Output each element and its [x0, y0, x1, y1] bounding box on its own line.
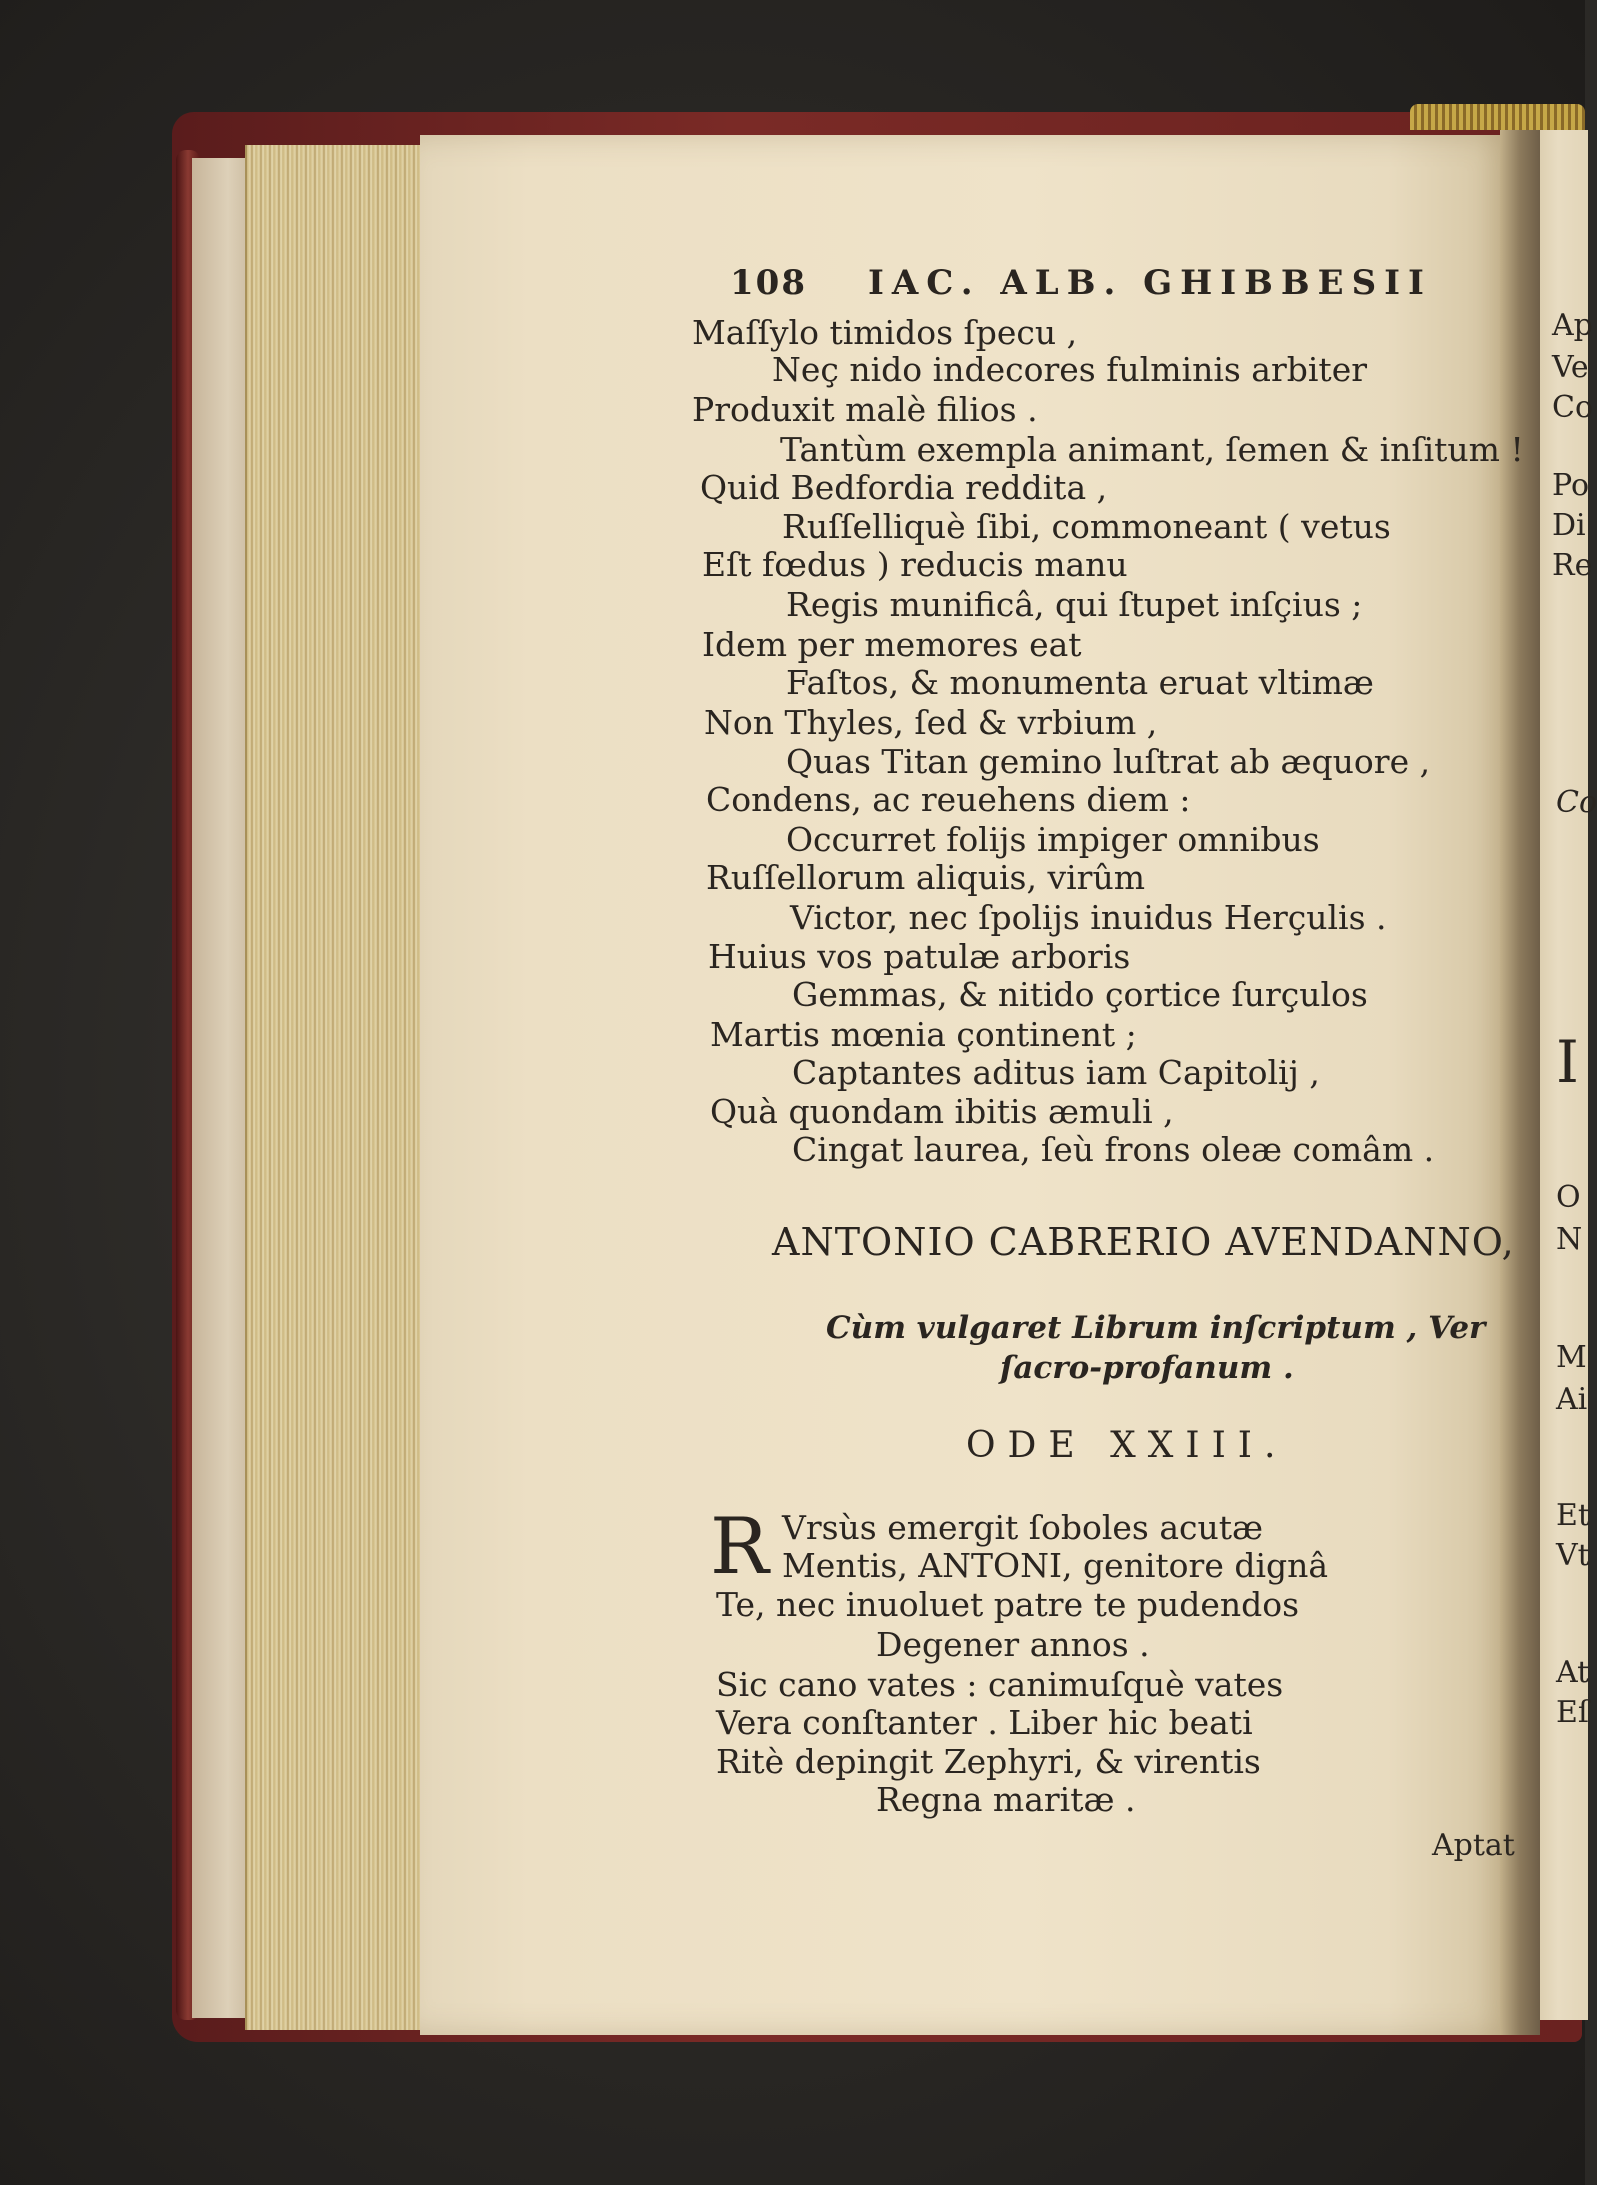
ode-line: Degener annos .: [876, 1625, 1150, 1664]
facing-fragment: Co: [1556, 785, 1597, 820]
facing-fragment: Ve: [1552, 350, 1589, 385]
ode-line: Sic cano vates : canimuſquè vates: [716, 1665, 1284, 1704]
facing-fragment: Co: [1552, 390, 1594, 425]
page-number: 108: [730, 263, 807, 303]
facing-fragment: Re: [1552, 548, 1593, 583]
verse-line: Regis munificâ, qui ſtupet inſçius ;: [786, 585, 1363, 624]
running-title: IAC. ALB. GHIBBESII: [868, 263, 1432, 303]
verse-line: Quà quondam ibitis æmuli ,: [710, 1092, 1174, 1131]
facing-fragment: Ai: [1556, 1382, 1588, 1417]
verse-line: Occurret folijs impiger omnibus: [786, 820, 1320, 859]
verse-line: Ruſſelliquè ſibi, commoneant ( vetus: [782, 507, 1391, 546]
verse-line: Cingat laurea, ſeù frons oleæ comâm .: [792, 1130, 1435, 1169]
verse-line: Gemmas, & nitido çortice ſurçulos: [792, 975, 1368, 1014]
verse-line: Martis mœnia çontinent ;: [710, 1015, 1137, 1054]
verse-line: Victor, nec ſpolijs inuidus Herçulis .: [790, 898, 1387, 937]
facing-fragment: Vt: [1556, 1538, 1590, 1573]
verse-line: Eſt fœdus ) reducis manu: [702, 545, 1128, 584]
ode-line: Ritè depingit Zephyri, & virentis: [716, 1742, 1261, 1781]
verse-line: Maſſylo timidos ſpecu ,: [692, 313, 1078, 352]
dedication-heading: ANTONIO CABRERIO AVENDANNO,: [772, 1220, 1515, 1264]
page-block-edge: [245, 145, 429, 2030]
facing-fragment: M: [1556, 1340, 1587, 1375]
headband: [1410, 104, 1585, 130]
verse-line: Captantes aditus iam Capitolij ,: [792, 1053, 1320, 1092]
ode-line: Vrsùs emergit ſoboles acutæ: [782, 1508, 1264, 1547]
verse-line: Non Thyles, ſed & vrbium ,: [704, 703, 1158, 742]
facing-fragment: Di: [1552, 508, 1586, 543]
ode-line: Te, nec inuoluet patre te pudendos: [716, 1585, 1300, 1624]
verse-line: Produxit malè filios .: [692, 390, 1038, 429]
catchword: Aptat: [1432, 1828, 1515, 1863]
facing-fragment: N: [1556, 1222, 1583, 1257]
ode-line: Mentis, ANTONI, genitore dignâ: [782, 1546, 1329, 1585]
facing-fragment: Ap: [1552, 308, 1593, 343]
gutter-shadow: [1500, 130, 1540, 2035]
drop-cap: R: [710, 1502, 769, 1592]
facing-fragment: Po: [1552, 468, 1590, 503]
facing-fragment: Eſ: [1556, 1695, 1590, 1730]
verse-line: Tantùm exempla animant, ſemen & inſitum !: [780, 430, 1524, 469]
verse-line: Ruſſellorum aliquis, virûm: [706, 858, 1145, 897]
subtitle-line-2: ſacro-profanum .: [1000, 1350, 1294, 1386]
verse-line: Neç nido indecores fulminis arbiter: [772, 350, 1367, 389]
ode-line: Vera conſtanter . Liber hic beati: [716, 1703, 1253, 1742]
verse-line: Faſtos, & monumenta eruat vltimæ: [786, 663, 1374, 702]
verse-line: Quid Bedfordia reddita ,: [700, 468, 1108, 507]
subtitle-line-1: Cùm vulgaret Librum inſcriptum , Ver: [826, 1310, 1486, 1346]
facing-fragment: Et: [1556, 1498, 1590, 1533]
verse-line: Condens, ac reuehens diem :: [706, 780, 1191, 819]
pastedown-leaf: [192, 158, 252, 2018]
verse-line: Quas Titan gemino luſtrat ab æquore ,: [786, 742, 1431, 781]
verse-line: Huius vos patulæ arboris: [708, 937, 1131, 976]
verse-line: Idem per memores eat: [702, 625, 1082, 664]
facing-fragment: At: [1556, 1655, 1590, 1690]
facing-fragment: I: [1556, 1028, 1579, 1096]
facing-fragment: O: [1556, 1180, 1581, 1215]
ode-title: ODE XXIII.: [966, 1425, 1288, 1466]
ode-line: Regna maritæ .: [876, 1780, 1136, 1819]
